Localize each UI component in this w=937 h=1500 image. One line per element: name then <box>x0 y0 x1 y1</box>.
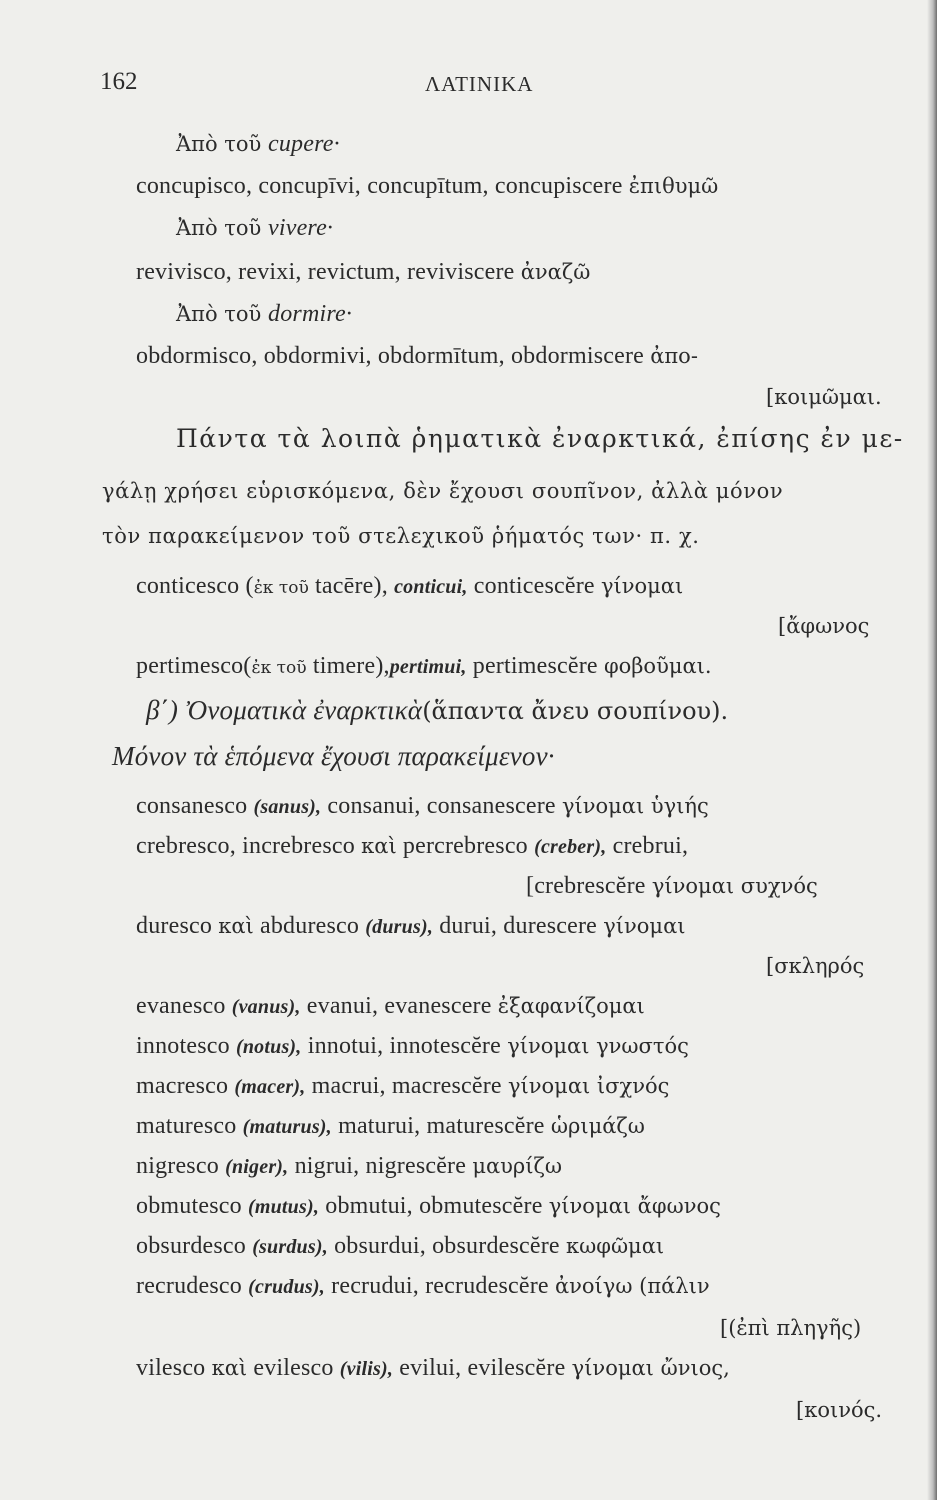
page-edge-shadow <box>927 0 937 1500</box>
text-line-2: concupisco, concupīvi, concupītum, concupiscere ἐπιθυμῶ <box>136 173 719 199</box>
verb-entry-macresco: macresco (macer), macrui, macrescĕre γίνομαι ἰσχνός <box>136 1073 670 1099</box>
text-line-5: Ἀπὸ τοῦ dormire· <box>176 301 353 327</box>
verb-entry-obmutesco: obmutesco (mutus), obmutui, obmutescĕre γίνομαι ἄφωνος <box>136 1193 721 1219</box>
text-line-13: pertimesco(ἐκ τοῦ timere),pertimui, pertimescĕre φοβοῦμαι. <box>136 653 712 679</box>
verb-entry-maturesco: maturesco (maturus), maturui, maturescĕre ὡριμάζω <box>136 1113 645 1139</box>
text-line-6: obdormisco, obdormivi, obdormītum, obdormiscere ἀπο- <box>136 343 698 369</box>
verb-entry-obsurdesco: obsurdesco (surdus), obsurdui, obsurdescĕre κωφῶμαι <box>136 1233 665 1259</box>
running-title: ΛΑΤΙΝΙΚΑ <box>425 72 534 96</box>
text-line-8: Πάντα τὰ λοιπὰ ῥηματικὰ ἐναρκτικά, ἐπίσης ἐν με- <box>176 424 904 453</box>
text-line-9: γάλῃ χρήσει εὑρισκόμενα, δὲν ἔχουσι σουπῖνον, ἀλλὰ μόνον <box>102 479 784 503</box>
verb-entry-vilesco: vilesco καὶ evilesco (vilis), evilui, evilescĕre γίνομαι ὤνιος, <box>136 1355 730 1381</box>
text-line-1: Ἀπὸ τοῦ cupere· <box>176 131 340 157</box>
verb-entry-innotesco: innotesco (notus), innotui, innotescĕre γίνομαι γνωστός <box>136 1033 689 1059</box>
verb-entry-recrudesco-cont: [(ἐπὶ πληγῆς) <box>720 1316 862 1340</box>
verb-entry-crebresco-cont: [crebrescĕre γίνομαι συχνός <box>526 873 818 899</box>
verb-entry-consanesco: consanesco (sanus), consanui, consanescere γίνομαι ὑγιής <box>136 793 709 819</box>
text-line-3: Ἀπὸ τοῦ vivere· <box>176 215 334 241</box>
verb-entry-evanesco: evanesco (vanus), evanui, evanescere ἐξαφανίζομαι <box>136 993 645 1019</box>
page-number: 162 <box>100 68 138 95</box>
text-line-4: revivisco, revixi, revictum, reviviscere ἀναζῶ <box>136 259 591 285</box>
section-subheading: Μόνον τὰ ἑπόμενα ἔχουσι παρακείμενον· <box>112 741 555 771</box>
verb-entry-crebresco: crebresco, increbresco καὶ percrebresco (creber), crebrui, <box>136 833 689 859</box>
text-line-11: conticesco (ἐκ τοῦ tacēre), conticui, conticescĕre γίνομαι <box>136 573 684 599</box>
text-line-10: τὸν παρακείμενον τοῦ στελεχικοῦ ῥήματός των· π. χ. <box>102 524 700 548</box>
verb-entry-vilesco-cont: [κοινός. <box>796 1398 883 1422</box>
verb-entry-nigresco: nigresco (niger), nigrui, nigrescĕre μαυρίζω <box>136 1153 562 1179</box>
section-heading: β΄) Ὀνοματικὰ ἐναρκτικὰ(ἅπαντα ἄνευ σουπίνου). <box>146 695 729 725</box>
verb-entry-duresco: duresco καὶ abduresco (durus), durui, durescere γίνομαι <box>136 913 686 939</box>
verb-entry-recrudesco: recrudesco (crudus), recrudui, recrudescĕre ἀνοίγω (πάλιν <box>136 1273 710 1299</box>
text-line-7: [κοιμῶμαι. <box>766 385 882 409</box>
text-line-12: [ἄφωνος <box>778 614 870 638</box>
verb-entry-duresco-cont: [σκληρός <box>766 954 865 978</box>
